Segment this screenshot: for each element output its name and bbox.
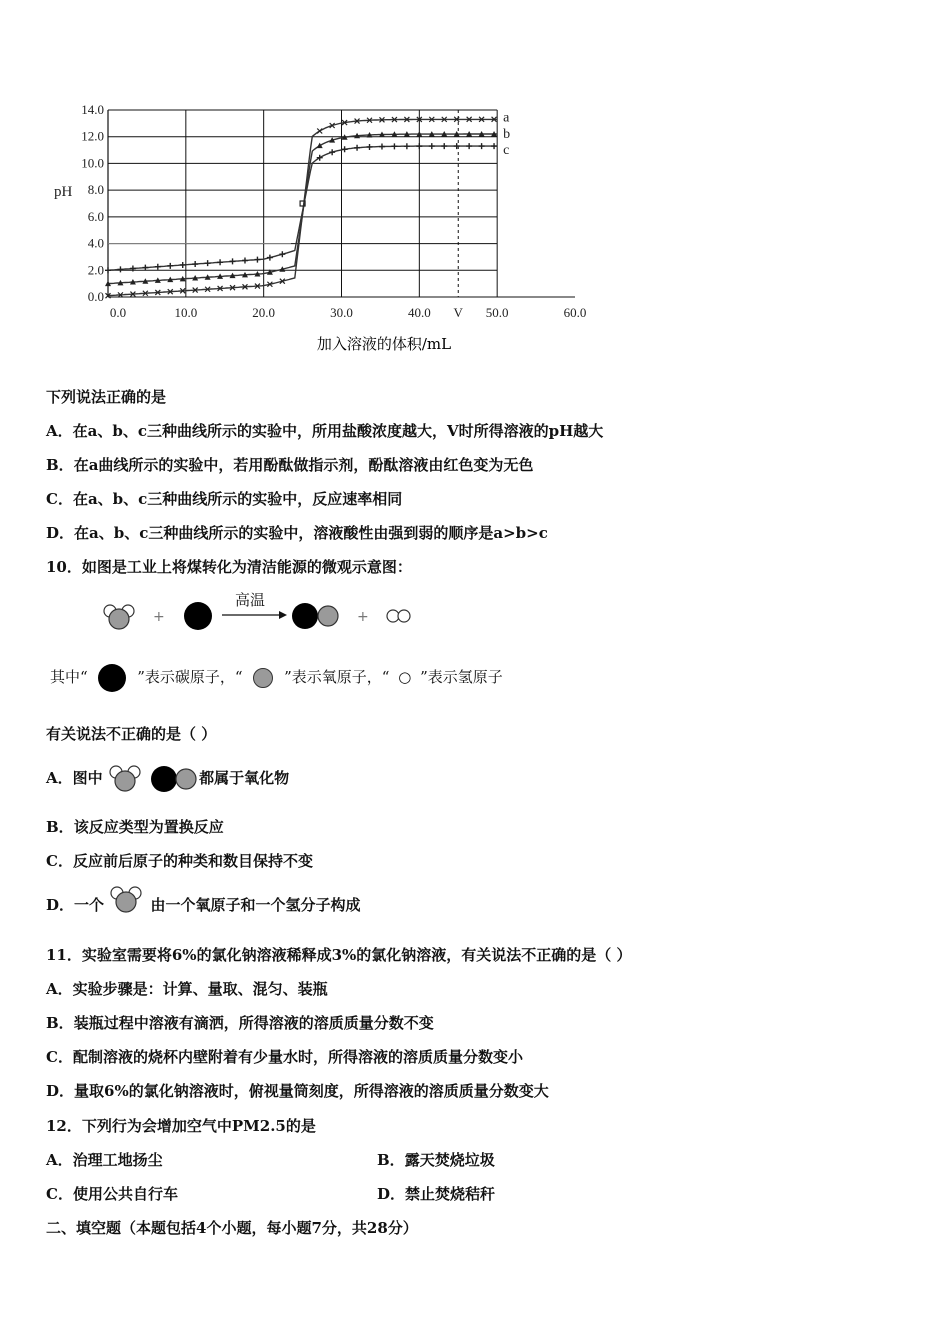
q9-option-c (46, 488, 402, 509)
q9-option-a (46, 420, 603, 441)
option-text: 量取6%的氯化钠溶液时，俯视量筒刻度，所得溶液的溶质质量分数变大 (74, 1082, 549, 1100)
q10-stem: 10．如图是工业上将煤转化为清洁能源的微观示意图： (46, 558, 412, 576)
x-tick-label: 10.0 (174, 305, 198, 320)
q12-option-b (377, 1149, 495, 1170)
carbon-monoxide-molecule (292, 603, 338, 629)
data-point-c (329, 149, 335, 155)
option-text: 反应前后原子的种类和数目保持不变 (72, 852, 313, 870)
x-tick-label: 0.0 (109, 305, 127, 320)
option-label: D． (46, 896, 75, 914)
y-tick-label: 0.0 (87, 289, 104, 304)
series-label-b: b (503, 127, 511, 143)
y-tick-label: 10.0 (81, 155, 104, 171)
series-label-c: c (503, 143, 510, 159)
option-label: C． (46, 852, 73, 870)
reaction-condition: 高温 (235, 591, 266, 609)
data-point-c (167, 263, 173, 269)
data-point-b (317, 143, 323, 149)
option-label: C． (46, 1048, 73, 1066)
y-axis-label: pH (54, 184, 73, 200)
q10-option-a (46, 763, 289, 793)
q9-stem: 下列说法正确的是 (46, 388, 167, 406)
legend-hydrogen-text: ”表示氢原子 (420, 668, 503, 686)
data-point-c (342, 146, 348, 152)
data-point-c (192, 261, 198, 267)
data-point-c (217, 259, 223, 265)
option-text: 在a、b、c三种曲线所示的实验中，所用盐酸浓度越大，V时所得溶液的pH越大 (72, 422, 604, 440)
atom-legend (50, 662, 503, 692)
option-label: A． (46, 769, 73, 787)
q11-option-d (46, 1080, 549, 1101)
option-label: B． (46, 456, 74, 474)
option-text: 都属于氧化物 (199, 769, 290, 787)
y-tick-label: 4.0 (87, 235, 104, 251)
data-point-c (155, 264, 161, 270)
carbon-atom (184, 602, 212, 630)
legend-prefix: 其中“ (50, 668, 88, 686)
option-text: 在a曲线所示的实验中，若用酚酞做指示剂，酚酞溶液由红色变为无色 (73, 456, 534, 474)
data-point-c (117, 266, 123, 272)
q12-option-a (46, 1149, 163, 1170)
plus-sign: + (357, 609, 369, 625)
option-text: 禁止焚烧秸秆 (405, 1185, 496, 1203)
q11-stem: 11．实验室需要将6%的氯化钠溶液稀释成3%的氯化钠溶液，有关说法不正确的是（ ） (46, 946, 632, 964)
option-text: 装瓶过程中溶液有滴洒，所得溶液的溶质质量分数不变 (73, 1014, 434, 1032)
data-point-c (379, 144, 385, 150)
section-title: 二、填空题（本题包括4个小题，每小题7分，共28分） (46, 1219, 418, 1237)
option-text: 在a、b、c三种曲线所示的实验中，溶液酸性由强到弱的顺序是a>b>c (74, 524, 548, 542)
data-point-c (367, 144, 373, 150)
legend-carbon-text: ”表示碳原子，“ (137, 668, 243, 686)
data-point-c (391, 143, 397, 149)
y-tick-label: 8.0 (87, 182, 104, 198)
data-point-c (354, 145, 360, 151)
water-molecule-icon (109, 886, 145, 916)
series-label-a: a (503, 110, 510, 126)
q10-option-d (46, 886, 361, 920)
x-tick-label: 40.0 (407, 305, 431, 320)
data-point-c (142, 265, 148, 271)
data-point-c (230, 258, 236, 264)
reaction-diagram (95, 585, 435, 637)
data-point-c (267, 255, 273, 261)
option-text: 一个 (74, 896, 105, 914)
hydrogen-atom-icon: ○ (398, 668, 412, 686)
data-point-a (317, 128, 322, 133)
option-text: 使用公共自行车 (72, 1185, 178, 1203)
data-point-c (105, 267, 111, 273)
q9-option-b (46, 454, 533, 475)
option-text: 配制溶液的烧杯内壁附着有少量水时，所得溶液的溶质质量分数变小 (72, 1048, 523, 1066)
q10-option-b (46, 816, 224, 837)
option-label: B． (377, 1151, 405, 1169)
option-label: B． (46, 1014, 74, 1032)
option-label: D． (46, 1082, 75, 1100)
q12-option-d (377, 1183, 495, 1204)
water-molecule (104, 605, 134, 629)
data-point-c (279, 251, 285, 257)
option-label: A． (46, 422, 73, 440)
option-label: D． (377, 1185, 406, 1203)
data-point-c (441, 143, 447, 149)
x-axis-label: 加入溶液的体积/mL (316, 335, 452, 353)
y-tick-label: 12.0 (81, 128, 104, 144)
q10-ask: 有关说法不正确的是（ ） (46, 725, 217, 743)
option-text: 实验步骤是：计算、量取、混匀、装瓶 (72, 980, 328, 998)
option-text: 露天焚烧垃圾 (404, 1151, 495, 1169)
x-tick-label: V (453, 305, 463, 320)
option-text: 图中 (72, 769, 103, 787)
hydrogen-molecule (387, 610, 410, 622)
option-label: A． (46, 1151, 73, 1169)
x-tick-label: 50.0 (485, 305, 509, 320)
data-point-c (254, 257, 260, 263)
oxygen-atom-icon (253, 668, 273, 688)
data-point-c (205, 260, 211, 266)
option-label: C． (46, 1185, 73, 1203)
option-text: 治理工地扬尘 (72, 1151, 163, 1169)
q9-option-d (46, 522, 548, 543)
option-label: D． (46, 524, 75, 542)
x-tick-label: 30.0 (330, 305, 353, 320)
titration-chart (40, 95, 620, 365)
arrow-head-icon (279, 611, 287, 619)
x-tick-label: 20.0 (252, 305, 276, 320)
curve-c (108, 146, 497, 270)
legend-oxygen-text: ”表示氧原子，“ (284, 668, 390, 686)
data-point-c (180, 262, 186, 268)
q12-option-c (46, 1183, 178, 1204)
carbon-atom-icon (98, 664, 126, 692)
data-point-c (454, 143, 460, 149)
y-tick-label: 2.0 (87, 262, 104, 278)
data-point-c (416, 143, 422, 149)
data-point-c (466, 143, 472, 149)
data-point-c (242, 257, 248, 263)
x-tick-label: 60.0 (563, 305, 587, 320)
data-point-c (404, 143, 410, 149)
option-text: 在a、b、c三种曲线所示的实验中，反应速率相同 (72, 490, 403, 508)
data-point-c (491, 143, 497, 149)
data-point-c (429, 143, 435, 149)
y-tick-label: 14.0 (81, 102, 104, 117)
carbon-monoxide-icon (149, 764, 199, 794)
option-label: B． (46, 818, 74, 836)
q11-option-b (46, 1012, 434, 1033)
y-tick-label: 6.0 (87, 208, 104, 224)
option-text: 由一个氧原子和一个氢分子构成 (150, 896, 361, 914)
q10-option-c (46, 850, 313, 871)
option-text: 该反应类型为置换反应 (73, 818, 224, 836)
q12-stem: 12．下列行为会增加空气中PM2.5的是 (46, 1117, 316, 1135)
water-molecule-icon (108, 764, 144, 794)
q11-option-a (46, 978, 328, 999)
option-label: A． (46, 980, 73, 998)
plus-sign: + (153, 609, 165, 625)
q11-option-c (46, 1046, 523, 1067)
option-label: C． (46, 490, 73, 508)
data-point-c (479, 143, 485, 149)
